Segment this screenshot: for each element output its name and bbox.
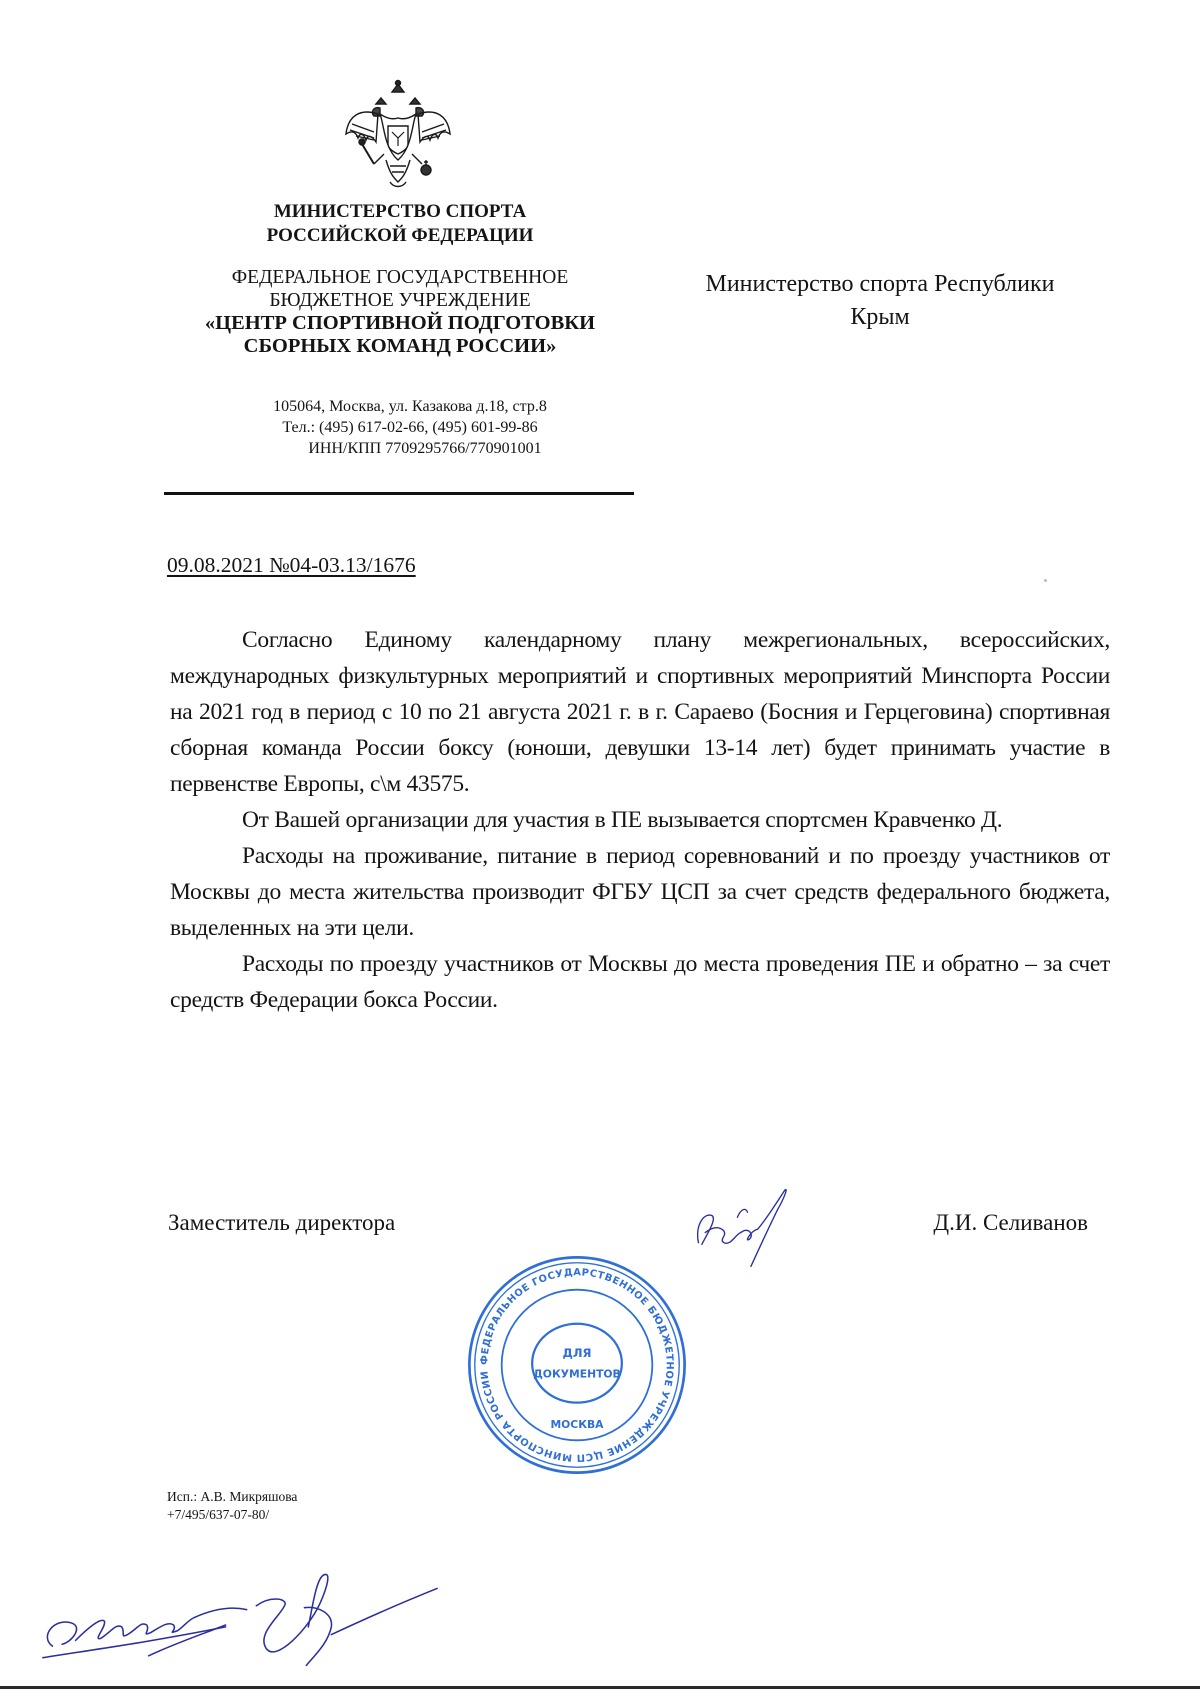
- official-stamp-icon: [462, 1252, 692, 1478]
- ministry-line: РОССИЙСКОЙ ФЕДЕРАЦИИ: [266, 225, 534, 246]
- body-paragraph: Расходы по проезду участников от Москвы до места проведения ПЕ и обратно – за счет средств Федерации бокса России.: [170, 951, 1110, 1013]
- page-bottom-border: [0, 1686, 1200, 1689]
- institution-contacts: [190, 396, 630, 459]
- coat-of-arms-icon: [340, 78, 456, 196]
- institution-name: «ЦЕНТР СПОРТИВНОЙ ПОДГОТОВКИ: [204, 312, 596, 334]
- signatory-name: Д.И. Селиванов: [933, 1210, 1088, 1235]
- institution-name: СБОРНЫХ КОМАНД РОССИИ»: [243, 335, 557, 357]
- stamp-ring-text: ФЕДЕРАЛЬНОЕ ГОСУДАРСТВЕННОЕ БЮДЖЕТНОЕ УЧРЕЖДЕНИЕ ЦСП МИНСПОРТА РОССИИ: [479, 1267, 675, 1463]
- executor-name: Исп.: А.В. Микряшова: [167, 1489, 298, 1504]
- director-signature-icon: [690, 1180, 800, 1280]
- stamp-center-line: ДЛЯ: [562, 1345, 592, 1360]
- institution-type: ФЕДЕРАЛЬНОЕ ГОСУДАРСТВЕННОЕ: [231, 267, 569, 288]
- executor-phone: +7/495/637-07-80/: [167, 1507, 270, 1522]
- handwritten-signature-icon: [25, 1550, 455, 1675]
- svg-text:ФЕДЕРАЛЬНОЕ ГОСУДАРСТВЕННОЕ БЮ: [479, 1267, 675, 1462]
- inn-kpp: ИНН/КПП 7709295766/770901001: [308, 440, 542, 457]
- signature-row: [168, 1208, 1108, 1242]
- addressee: [660, 268, 1100, 334]
- document-reference: 09.08.2021 №04-03.13/1676: [167, 553, 416, 577]
- letter-body: [170, 622, 1110, 1018]
- body-paragraph: Расходы на проживание, питание в период соревнований и по проезду участников от Москвы до места жительства производит ФГБУ ЦСП за счет средств федерального бюджета, выделенных на эти цели.: [170, 843, 1110, 941]
- address: 105064, Москва, ул. Казакова д.18, стр.8: [273, 398, 547, 415]
- scan-speck: [1044, 579, 1047, 582]
- institution-block: [160, 266, 640, 358]
- stamp-city: МОСКВА: [550, 1417, 604, 1431]
- institution-type: БЮДЖЕТНОЕ УЧРЕЖДЕНИЕ: [269, 290, 531, 311]
- ministry-name: [170, 200, 630, 248]
- stamp-center-line: ДОКУМЕНТОВ: [533, 1367, 621, 1381]
- body-paragraph: Согласно Единому календарному плану межрегиональных, всероссийских, международных физкультурных мероприятий и спортивных мероприятий Минспорта России на 2021 год в период с 10 по 21 августа 2021 г. в г. Сараево (Босния и Герцеговина) спортивная сборная команда России боксу (юноши, девушки 13-14 лет) будет принимать участие в первенстве Европы, с\м 43575.: [170, 627, 1110, 797]
- header-divider: [164, 492, 634, 495]
- executor-info: [167, 1488, 297, 1524]
- body-paragraph: От Вашей организации для участия в ПЕ вызывается спортсмен Кравченко Д.: [242, 807, 1003, 833]
- addressee-line: Министерство спорта Республики: [705, 271, 1055, 297]
- ministry-line: МИНИСТЕРСТВО СПОРТА: [273, 201, 527, 222]
- addressee-line: Крым: [850, 304, 910, 330]
- signatory-position: Заместитель директора: [168, 1210, 396, 1235]
- phones: Тел.: (495) 617-02-66, (495) 601-99-86: [282, 419, 538, 436]
